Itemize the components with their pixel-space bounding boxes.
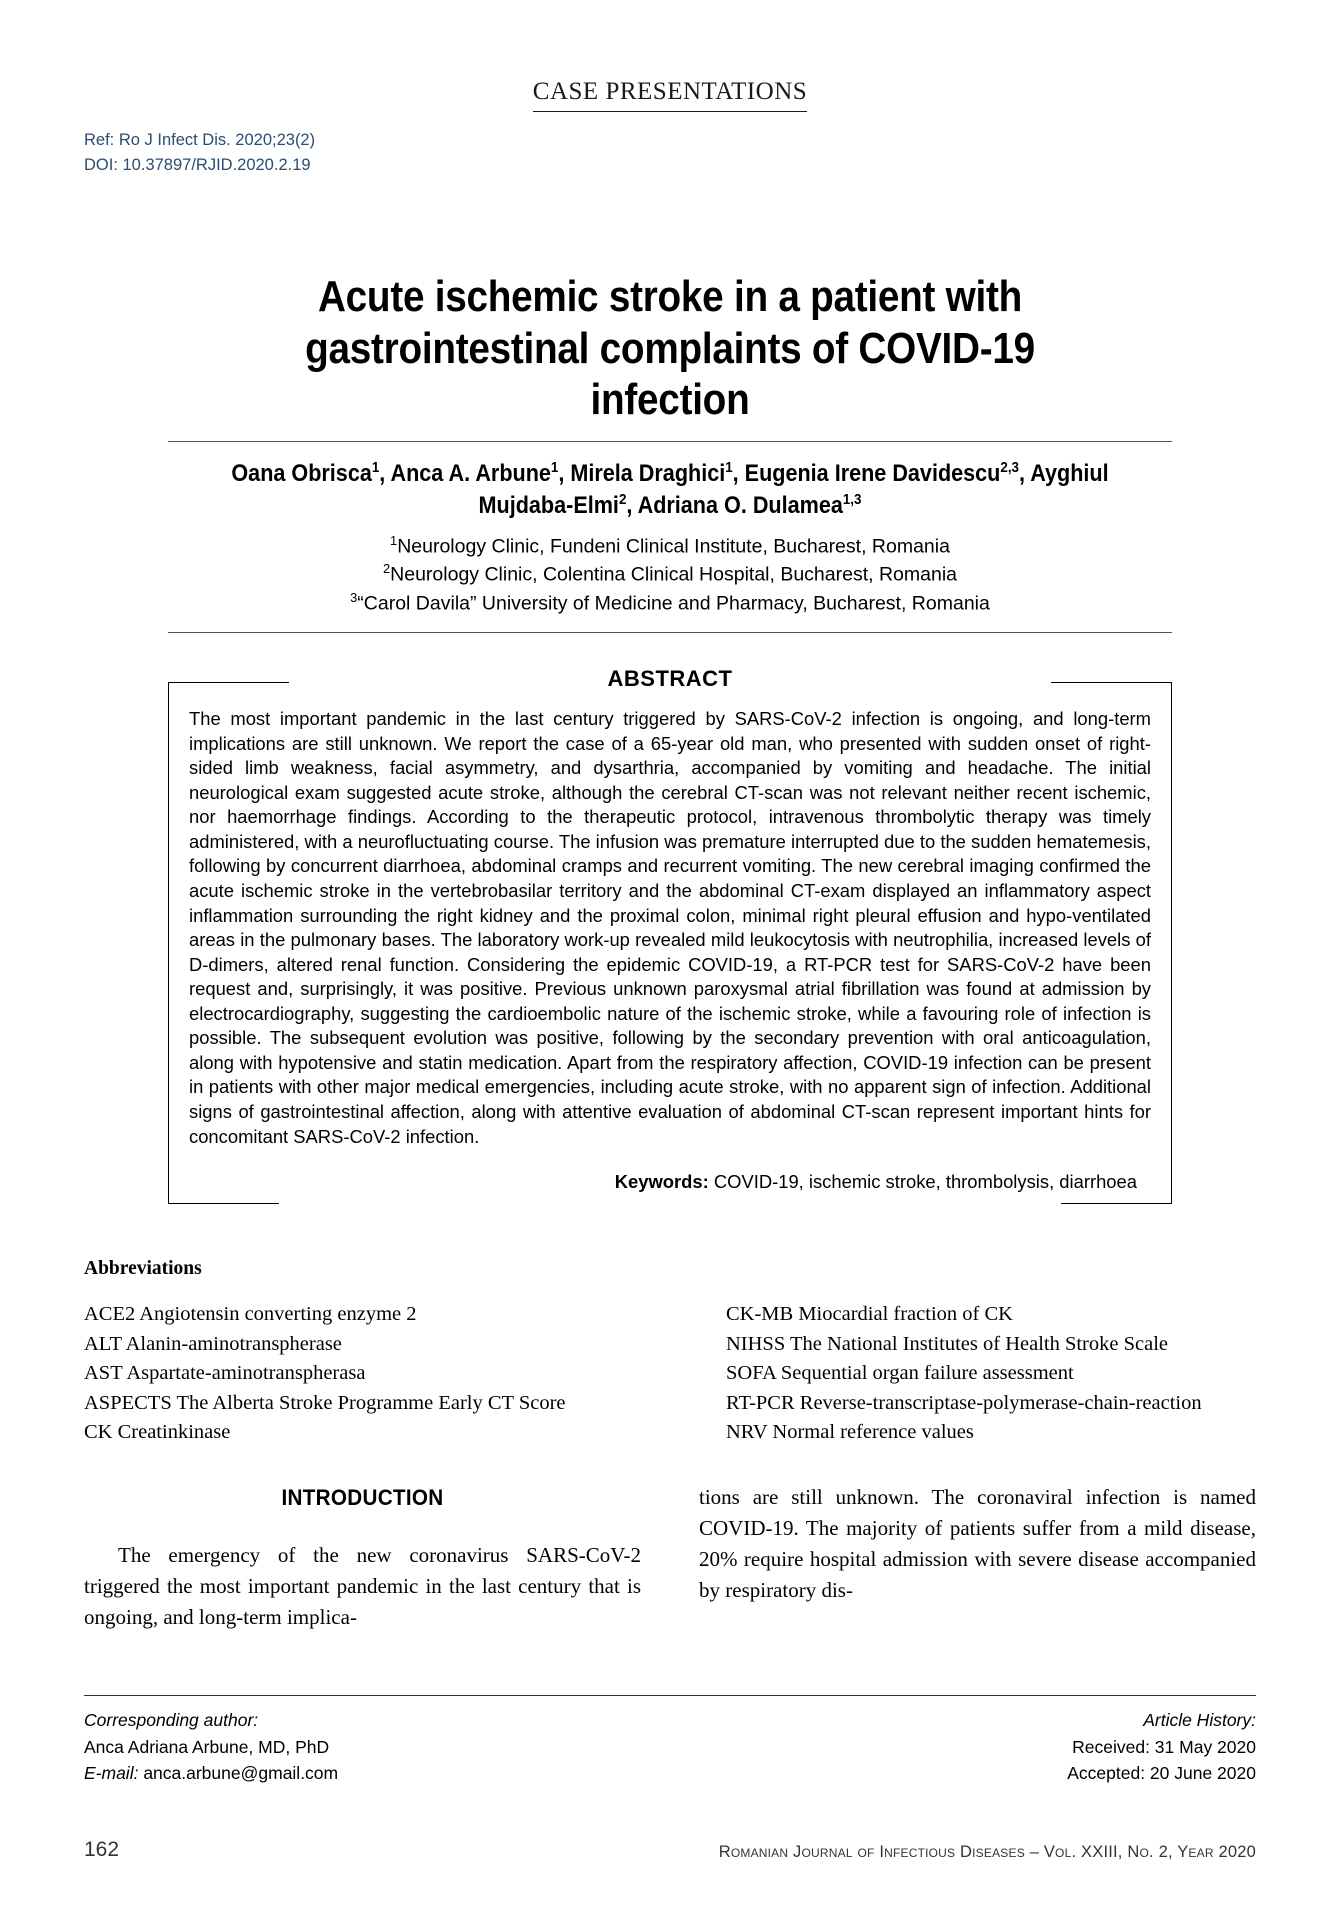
corresponding-author-block (84, 1707, 338, 1787)
page-title: Acute ischemic stroke in a patient with gastrointestinal complaints of COVID-19 infection (305, 272, 1035, 424)
reference-block (84, 128, 315, 178)
corresponding-author-name: Anca Adriana Arbune, MD, PhD (84, 1736, 330, 1757)
keywords-label: Keywords: (614, 1171, 709, 1193)
running-head (0, 78, 1340, 112)
abstract-heading: ABSTRACT (590, 668, 751, 690)
corresponding-author-label: Corresponding author: (84, 1710, 259, 1730)
abbreviation-item: ASPECTS The Alberta Stroke Programme Early CT Score (84, 1391, 566, 1414)
body-column-left (84, 1482, 641, 1633)
journal-footer-line: Romanian Journal of Infectious Diseases – Vol. XXIII, No. 2, Year 2020 (718, 1843, 1256, 1861)
abbreviations-heading: Abbreviations (84, 1258, 202, 1279)
email-label: E-mail: (84, 1763, 139, 1784)
abbreviation-item: NRV Normal reference values (726, 1421, 974, 1444)
article-history-block (1067, 1707, 1256, 1787)
author-list: Oana Obrisca$^1$, Anca A. Arbune$^1$, Mirela Draghici$^1$, Eugenia Irene Davidescu$^{2,3}$, Ayghiul Mujdaba-Elmi$^2$, Adriana O. Dulamea$^{1,3}$ (231, 460, 1109, 519)
accepted-date: Accepted: 20 June 2020 (1067, 1763, 1256, 1784)
introduction-paragraph-right: tions are still unknown. The coronaviral infection is named COVID-19. The majority of patients suffer from a mild disease, 20% require hospital admission with severe disease accompanied by respiratory dis- (699, 1485, 1256, 1602)
abbreviation-item: RT-PCR Reverse-transcriptase-polymerase-chain-reaction (726, 1391, 1202, 1414)
abstract-border-gap-bottom (279, 1199, 1061, 1207)
abbreviations-left-column (84, 1300, 670, 1448)
abbreviation-item: ALT Alanin-aminotranspherase (84, 1332, 342, 1355)
running-head-text: CASE PRESENTATIONS (533, 78, 807, 112)
abbreviation-item: ACE2 Angiotensin converting enzyme 2 (84, 1303, 417, 1325)
section-heading-introduction: INTRODUCTION (281, 1485, 444, 1510)
article-history-label: Article History: (1143, 1710, 1256, 1730)
abbreviation-item: NIHSS The National Institutes of Health Stroke Scale (726, 1332, 1169, 1355)
page-number: 162 (84, 1838, 120, 1861)
keywords-value: COVID-19, ischemic stroke, thrombolysis, diarrhoea (708, 1171, 1137, 1193)
abbreviation-item: CK Creatinkinase (84, 1421, 231, 1444)
abbreviation-item: AST Aspartate-aminotranspherasa (84, 1362, 366, 1385)
body-column-right (699, 1482, 1256, 1633)
doi-line: DOI: 10.37897/RJID.2020.2.19 (84, 155, 311, 174)
abstract-box (168, 682, 1172, 1204)
affiliation-list: $^1$Neurology Clinic, Fundeni Clinical Institute, Bucharest, Romania $^2$Neurology Clinic, Colentina Clinical Hospital, Bucharest, Romania $^3$“Carol Davila” University of Medicine and Pharmacy, Bucharest, Romania (350, 533, 990, 615)
abstract-section (168, 668, 1172, 1204)
introduction-paragraph-left: The emergency of the new coronavirus SARS-CoV-2 triggered the most important pandemic in the last century that is ongoing, and long-term implica- (84, 1543, 641, 1630)
keywords-line (601, 1171, 1151, 1193)
received-date: Received: 31 May 2020 (1072, 1736, 1256, 1757)
abbreviations-right-column (670, 1300, 1256, 1448)
reference-line: Ref: Ro J Infect Dis. 2020;23(2) (84, 131, 316, 149)
author-rule-bottom (168, 632, 1172, 633)
abstract-text: The most important pandemic in the last century triggered by SARS-CoV-2 infection is ongoing, and long-term implications are still unknown. We report the case of a 65-year old man, who presented with sudden onset of right-sided limb weakness, facial asymmetry, and dysarthria, accompanied by vomiting and headache. The initial neurological exam suggested acute stroke, although the cerebral CT-scan was not relevant neither recent ischemic, nor haemorrhage findings. According to the therapeutic protocol, intravenous thrombolytic therapy was timely administered, with a neurofluctuating course. The infusion was premature interrupted due to the sudden hematemesis, following by concurrent diarrhoea, abdominal cramps and recurrent vomiting. The new cerebral imaging confirmed the acute ischemic stroke in the vertebrobasilar territory and the abdominal CT-exam displayed an inflammatory aspect inflammation surrounding the right kidney and the proximal colon, minimal right pleural effusion and hypo-ventilated areas in the pulmonary bases. The laboratory work-up revealed mild leukocytosis with neutrophilia, increased levels of D-dimers, altered renal function. Considering the epidemic COVID-19, a RT-PCR test for SARS-CoV-2 have been request and, surprisingly, it was positive. Previous unknown paroxysmal atrial fibrillation was found at admission by electrocardiography, suggesting the cardioembolic nature of the ischemic stroke, while a favouring role of infection is possible. The subsequent evolution was positive, following by the secondary prevention with oral anticoagulation, along with hypotensive and statin medication. Apart from the respiratory affection, COVID-19 infection can be present in patients with other major medical emergencies, including acute stroke, with no apparent sign of infection. Additional signs of gastrointestinal affection, along with attentive evaluation of abdominal CT-scan represent important hints for concomitant SARS-CoV-2 infection. (189, 708, 1151, 1147)
abbreviation-item: SOFA Sequential organ failure assessment (726, 1362, 1074, 1385)
body-columns (84, 1482, 1256, 1633)
abbreviations-columns (84, 1300, 1256, 1448)
abbreviation-item: CK-MB Miocardial fraction of CK (726, 1303, 1013, 1325)
author-rule-top (168, 441, 1172, 442)
footnote-rule (84, 1695, 1256, 1696)
email-value[interactable]: anca.arbune@gmail.com (138, 1763, 339, 1784)
